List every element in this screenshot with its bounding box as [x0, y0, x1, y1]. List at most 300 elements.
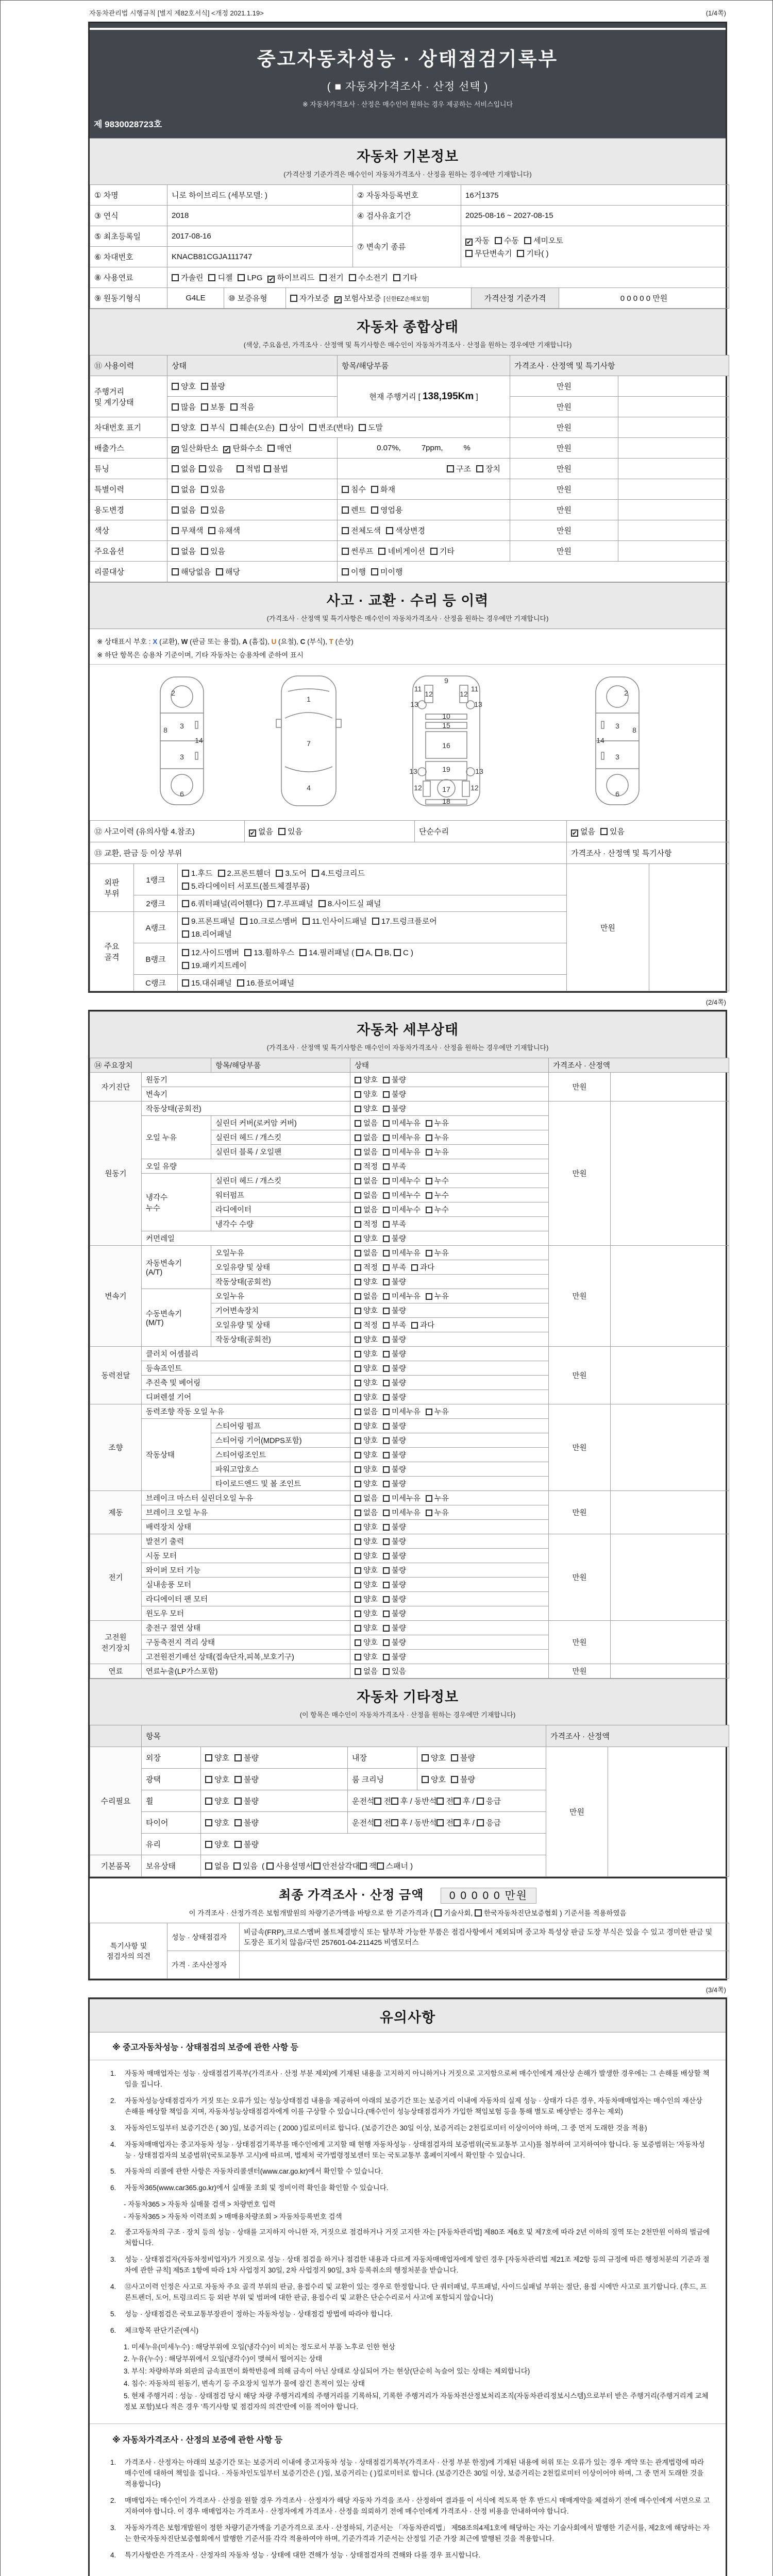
- checkbox[interactable]: [393, 274, 400, 281]
- checkbox[interactable]: [383, 1596, 390, 1603]
- checkbox[interactable]: [355, 1149, 361, 1156]
- text: 있음: [609, 827, 625, 836]
- checkbox[interactable]: [383, 1437, 390, 1444]
- checkbox[interactable]: [383, 1553, 390, 1560]
- checkbox[interactable]: [383, 1538, 390, 1545]
- checkbox[interactable]: [342, 486, 349, 493]
- checkbox[interactable]: [234, 1754, 242, 1761]
- checkbox[interactable]: [383, 1077, 390, 1083]
- checkbox[interactable]: [495, 237, 502, 244]
- checkbox[interactable]: [355, 1466, 361, 1473]
- checkbox[interactable]: [201, 403, 208, 411]
- checkbox[interactable]: [374, 1798, 381, 1805]
- checkbox[interactable]: [201, 486, 208, 493]
- text: 네비게이션: [388, 547, 425, 556]
- checkbox[interactable]: [383, 1250, 390, 1257]
- checkbox[interactable]: [355, 1134, 361, 1141]
- checkbox[interactable]: [524, 237, 531, 244]
- checkbox[interactable]: [411, 1264, 418, 1271]
- cell: [211, 1188, 350, 1202]
- checkbox[interactable]: [355, 1091, 361, 1098]
- checkbox[interactable]: [172, 527, 179, 534]
- checkbox[interactable]: [276, 870, 283, 877]
- checkbox-checked[interactable]: ✔: [250, 829, 256, 837]
- checkbox-checked[interactable]: ✔: [572, 829, 578, 837]
- text: 불량: [210, 382, 225, 391]
- section-notice: [90, 1999, 726, 2032]
- checkbox[interactable]: [201, 424, 208, 431]
- checkbox[interactable]: [233, 1862, 241, 1870]
- checkbox[interactable]: [426, 1250, 432, 1257]
- checkbox[interactable]: [383, 1235, 390, 1242]
- checkbox[interactable]: [436, 1819, 444, 1826]
- checkbox[interactable]: [411, 1322, 418, 1329]
- checkbox[interactable]: [383, 1452, 390, 1459]
- checkbox[interactable]: [356, 949, 363, 956]
- checkbox[interactable]: [342, 506, 349, 514]
- checkbox[interactable]: [312, 870, 319, 877]
- checkbox[interactable]: [383, 1149, 390, 1156]
- text: 불량: [392, 1091, 407, 1099]
- checkbox[interactable]: [378, 548, 385, 555]
- checkbox[interactable]: [355, 1351, 361, 1358]
- field-cell: [350, 1303, 549, 1318]
- text: 한국자동차진단보증협회 ) 기준서를 적용하였음: [483, 1909, 627, 1917]
- checkbox[interactable]: [309, 424, 316, 431]
- checkbox[interactable]: [383, 1120, 390, 1127]
- checkbox[interactable]: [205, 1862, 212, 1870]
- checkbox[interactable]: [377, 1862, 384, 1870]
- cell: [549, 1347, 611, 1404]
- text: 불량: [392, 1105, 407, 1113]
- checkbox[interactable]: [383, 1178, 390, 1184]
- checkbox[interactable]: [182, 918, 189, 925]
- field-cell: [350, 1549, 549, 1563]
- checkbox[interactable]: [238, 274, 245, 281]
- checkbox[interactable]: [355, 1308, 361, 1314]
- checkbox[interactable]: [374, 1819, 381, 1826]
- checkbox[interactable]: [355, 1495, 361, 1502]
- checkbox[interactable]: [182, 883, 189, 890]
- text: 실내송풍 모터: [146, 1581, 192, 1589]
- checkbox[interactable]: [208, 274, 215, 281]
- notice-item-text: 중고자동차의 구조 · 장치 등의 성능 · 상태를 고지하지 아니한 자, 거짓으로 점검하거나 거짓 고지한 자는 [자동차관리법] 제80조 제6호 및 제7호에 따라 2년 이하의 징역 또는 2천만원 이하의 벌금에 처합니다.: [125, 2228, 710, 2247]
- checkbox[interactable]: [383, 1423, 390, 1430]
- checkbox[interactable]: [237, 465, 244, 472]
- checkbox[interactable]: [426, 1178, 432, 1184]
- checkbox[interactable]: [172, 424, 179, 431]
- text: 리콜대상: [94, 568, 124, 577]
- checkbox[interactable]: [182, 979, 189, 987]
- checkbox[interactable]: [383, 1625, 390, 1632]
- accident-history-table: [90, 820, 726, 842]
- checkbox[interactable]: [383, 1308, 390, 1314]
- checkbox[interactable]: [383, 1192, 390, 1199]
- checkbox[interactable]: [434, 1909, 442, 1917]
- checkbox[interactable]: [383, 1134, 390, 1141]
- field-cell: [350, 1520, 549, 1534]
- cell: [510, 459, 618, 479]
- checkbox[interactable]: [355, 1235, 361, 1242]
- text: 외판: [104, 878, 120, 887]
- checkbox[interactable]: [391, 1819, 398, 1826]
- checkbox[interactable]: [360, 1862, 367, 1870]
- checkbox[interactable]: [371, 568, 378, 575]
- checkbox[interactable]: [476, 465, 483, 472]
- checkbox[interactable]: [355, 1437, 361, 1444]
- checkbox[interactable]: [394, 949, 401, 956]
- status-code-W: W: [181, 638, 188, 646]
- checkbox[interactable]: [218, 870, 225, 877]
- checkbox[interactable]: [355, 1596, 361, 1603]
- checkbox[interactable]: [383, 1380, 390, 1386]
- text: 렌트: [351, 506, 366, 515]
- checkbox[interactable]: [383, 1207, 390, 1213]
- checkbox[interactable]: [383, 1163, 390, 1170]
- checkbox[interactable]: [355, 1668, 361, 1675]
- checkbox[interactable]: [280, 424, 287, 431]
- emphasized-value: 138,195Km: [422, 391, 474, 402]
- text: 이행: [351, 568, 366, 577]
- checkbox[interactable]: [383, 1567, 390, 1574]
- checkbox[interactable]: [355, 1322, 361, 1329]
- checkbox[interactable]: [477, 1798, 484, 1805]
- checkbox[interactable]: [342, 568, 349, 575]
- checkbox[interactable]: [172, 568, 179, 575]
- checkbox[interactable]: [278, 828, 285, 835]
- checkbox[interactable]: [240, 918, 247, 925]
- checkbox[interactable]: [205, 1776, 212, 1783]
- checkbox[interactable]: [447, 465, 454, 472]
- checkbox[interactable]: [355, 1654, 361, 1660]
- checkbox[interactable]: [371, 486, 378, 493]
- checkbox[interactable]: [342, 548, 349, 555]
- checkbox[interactable]: [355, 1365, 361, 1372]
- checkbox[interactable]: [234, 1798, 242, 1805]
- checkbox[interactable]: [422, 1754, 429, 1761]
- panel-number-13: 13: [475, 767, 483, 775]
- checkbox[interactable]: [172, 403, 179, 411]
- checkbox[interactable]: [355, 1192, 361, 1199]
- checkbox[interactable]: [355, 1207, 361, 1213]
- checkbox[interactable]: [355, 1582, 361, 1588]
- cell: [142, 1549, 350, 1563]
- text: 화재: [380, 485, 395, 494]
- checkbox[interactable]: [426, 1510, 432, 1516]
- cell: [549, 1621, 611, 1664]
- checkbox[interactable]: [349, 274, 356, 281]
- checkbox[interactable]: [426, 1149, 432, 1156]
- text: 없음: [181, 547, 196, 556]
- text: 불량: [392, 1437, 407, 1445]
- cell: [90, 1747, 142, 1855]
- checkbox[interactable]: [600, 828, 608, 835]
- checkbox[interactable]: [201, 506, 208, 514]
- checkbox[interactable]: [355, 1279, 361, 1285]
- field-cell: [350, 1635, 549, 1650]
- text: 항목: [146, 1732, 161, 1741]
- checkbox[interactable]: [465, 250, 473, 257]
- text: 스티어링 기어(MDPS포함): [215, 1437, 302, 1445]
- checkbox[interactable]: [216, 568, 223, 575]
- checkbox[interactable]: [371, 506, 378, 514]
- text: 양호: [363, 1437, 378, 1445]
- table-row: [90, 185, 729, 206]
- cell: [549, 1664, 611, 1679]
- text: 가격산정 기준가격: [484, 294, 546, 303]
- checkbox[interactable]: [436, 1798, 444, 1805]
- form-notice-line: [88, 1, 727, 22]
- checkbox[interactable]: [383, 1322, 390, 1329]
- text: 오일누유: [215, 1249, 245, 1258]
- checkbox[interactable]: [355, 1178, 361, 1184]
- checkbox[interactable]: [355, 1264, 361, 1271]
- checkbox[interactable]: [355, 1077, 361, 1083]
- checkbox[interactable]: [172, 548, 179, 555]
- notice-item-number: 1.: [110, 2070, 116, 2077]
- text: 2.프론트휀더: [227, 869, 271, 878]
- checkbox[interactable]: [355, 1293, 361, 1300]
- checkbox[interactable]: [201, 383, 208, 390]
- checkbox[interactable]: [355, 1481, 361, 1487]
- checkbox[interactable]: [230, 403, 238, 411]
- checkbox[interactable]: [383, 1106, 390, 1112]
- checkbox[interactable]: [426, 1192, 432, 1199]
- text: 미세누유: [392, 1495, 421, 1503]
- checkbox[interactable]: [267, 900, 275, 907]
- checkbox[interactable]: [383, 1351, 390, 1358]
- checkbox[interactable]: [383, 1639, 390, 1646]
- checkbox[interactable]: [355, 1423, 361, 1430]
- checkbox[interactable]: [264, 465, 271, 472]
- checkbox[interactable]: [172, 506, 179, 514]
- checkbox[interactable]: [355, 1380, 361, 1386]
- cell: [348, 1747, 417, 1769]
- cell: [90, 288, 167, 309]
- cell: [90, 562, 167, 582]
- checkbox[interactable]: [383, 1279, 390, 1285]
- checkbox[interactable]: [383, 1582, 390, 1588]
- checkbox[interactable]: [391, 1798, 398, 1805]
- section-accident-history: [90, 582, 726, 629]
- checkbox[interactable]: [266, 1862, 274, 1870]
- text: 만원: [557, 444, 572, 453]
- checkbox[interactable]: [205, 1754, 212, 1761]
- checkbox[interactable]: [355, 1510, 361, 1516]
- checkbox[interactable]: [182, 870, 189, 877]
- cell: [142, 1747, 201, 1769]
- checkbox[interactable]: [383, 1668, 390, 1675]
- checkbox[interactable]: [372, 918, 379, 925]
- text: 해당: [225, 568, 240, 577]
- checkbox[interactable]: [199, 465, 206, 472]
- checkbox[interactable]: [318, 900, 326, 907]
- checkbox[interactable]: [355, 1120, 361, 1127]
- checkbox[interactable]: [383, 1524, 390, 1531]
- checkbox[interactable]: [313, 1862, 321, 1870]
- checkbox[interactable]: [383, 1409, 390, 1415]
- checkbox[interactable]: [355, 1538, 361, 1545]
- text: 변속기: [105, 1293, 127, 1301]
- text: B,: [384, 948, 394, 957]
- checkbox[interactable]: [355, 1639, 361, 1646]
- checkbox[interactable]: [355, 1611, 361, 1617]
- checkbox-checked[interactable]: ✔: [466, 238, 472, 246]
- text: 있음: [392, 1668, 407, 1676]
- checkbox[interactable]: [172, 486, 179, 493]
- checkbox[interactable]: [383, 1495, 390, 1502]
- cell: [142, 1361, 350, 1376]
- checkbox[interactable]: [383, 1221, 390, 1228]
- text: 0 0 0 0 0 만원: [620, 294, 668, 303]
- text: 스티어링조인트: [215, 1451, 266, 1460]
- checkbox[interactable]: [375, 949, 382, 956]
- checkbox[interactable]: [453, 1819, 461, 1826]
- checkbox[interactable]: [355, 1221, 361, 1228]
- checkbox[interactable]: [477, 1819, 484, 1826]
- text: 스패너 ): [385, 1862, 413, 1871]
- text: 잭: [369, 1862, 377, 1871]
- checkbox[interactable]: [451, 1776, 458, 1783]
- checkbox[interactable]: [430, 548, 438, 555]
- checkbox[interactable]: [355, 1567, 361, 1574]
- checkbox[interactable]: [453, 1798, 461, 1805]
- checkbox[interactable]: [383, 1264, 390, 1271]
- checkbox[interactable]: [201, 548, 208, 555]
- checkbox[interactable]: [426, 1409, 432, 1415]
- text: 불량: [392, 1581, 407, 1589]
- notice-sub-item: - 자동차365 > 자동차 실매물 검색 > 차량번호 입력: [124, 2200, 276, 2209]
- checkbox[interactable]: [299, 949, 307, 956]
- panel-number-4: 4: [307, 784, 311, 792]
- checkbox[interactable]: [267, 445, 275, 452]
- checkbox[interactable]: [234, 1819, 242, 1826]
- checkbox[interactable]: [182, 900, 189, 907]
- checkbox-checked[interactable]: ✔: [335, 296, 341, 303]
- checkbox[interactable]: [383, 1481, 390, 1487]
- checkbox[interactable]: [355, 1625, 361, 1632]
- checkbox[interactable]: [383, 1336, 390, 1343]
- checkbox[interactable]: [359, 424, 366, 431]
- table-row: [90, 821, 729, 842]
- text: 많음: [181, 403, 196, 412]
- checkbox[interactable]: [182, 930, 189, 938]
- checkbox[interactable]: [234, 1841, 242, 1848]
- text: 미이행: [380, 568, 403, 577]
- checkbox[interactable]: [355, 1524, 361, 1531]
- checkbox[interactable]: [342, 527, 349, 534]
- checkbox[interactable]: [383, 1394, 390, 1401]
- checkbox[interactable]: [205, 1819, 212, 1826]
- checkbox[interactable]: [205, 1798, 212, 1805]
- checkbox[interactable]: [182, 962, 189, 969]
- text: 기어변속장치: [215, 1307, 259, 1315]
- checkbox[interactable]: [386, 527, 393, 534]
- checkbox[interactable]: [237, 979, 244, 987]
- cell: [510, 520, 618, 541]
- final-price-value: 0 0 0 0 0 만원: [441, 1888, 536, 1904]
- checkbox[interactable]: [383, 1091, 390, 1098]
- field-cell: [201, 1812, 348, 1834]
- checkbox[interactable]: [290, 295, 297, 302]
- field-cell: [350, 1202, 549, 1217]
- checkbox[interactable]: [383, 1466, 390, 1473]
- checkbox[interactable]: [172, 274, 179, 281]
- checkbox[interactable]: [383, 1365, 390, 1372]
- checkbox[interactable]: [234, 1776, 242, 1783]
- text: 보유상태: [146, 1862, 176, 1871]
- cell: [549, 1058, 729, 1073]
- checkbox[interactable]: [355, 1553, 361, 1560]
- checkbox[interactable]: [355, 1250, 361, 1257]
- detail-state-table: [90, 1058, 726, 1679]
- text: 양호: [431, 1775, 446, 1784]
- checkbox[interactable]: [182, 949, 189, 956]
- checkbox[interactable]: [244, 949, 251, 956]
- checkbox[interactable]: [355, 1163, 361, 1170]
- checkbox[interactable]: [426, 1134, 432, 1141]
- checkbox[interactable]: [383, 1293, 390, 1300]
- notice-sub-item: 2. 누유(누수) : 해당부위에서 오일(냉각수)이 맺혀서 떨어지는 상태: [124, 2355, 323, 2363]
- checkbox[interactable]: [475, 1909, 482, 1917]
- checkbox[interactable]: [355, 1394, 361, 1401]
- checkbox[interactable]: [355, 1106, 361, 1112]
- checkbox[interactable]: [172, 383, 179, 390]
- checkbox[interactable]: [426, 1495, 432, 1502]
- checkbox[interactable]: [451, 1754, 458, 1761]
- text: 없음: [363, 1177, 378, 1185]
- checkbox-checked[interactable]: ✔: [224, 446, 230, 453]
- checkbox[interactable]: [383, 1654, 390, 1660]
- checkbox[interactable]: [205, 1841, 212, 1848]
- checkbox-checked[interactable]: ✔: [173, 446, 178, 453]
- checkbox[interactable]: [172, 465, 179, 472]
- checkbox[interactable]: [517, 250, 524, 257]
- text: 현재 주행거리 [: [369, 392, 423, 401]
- cell: [350, 1058, 549, 1073]
- checkbox[interactable]: [320, 274, 327, 281]
- checkbox[interactable]: [426, 1293, 432, 1300]
- checkbox[interactable]: [355, 1336, 361, 1343]
- notice-item: [110, 2523, 710, 2545]
- checkbox[interactable]: [208, 527, 215, 534]
- checkbox[interactable]: [426, 1120, 432, 1127]
- text: 적정: [363, 1321, 378, 1330]
- text: 18.리어패널: [191, 930, 232, 939]
- checkbox[interactable]: [355, 1409, 361, 1415]
- checkbox[interactable]: [383, 1611, 390, 1617]
- checkbox[interactable]: [422, 1776, 429, 1783]
- checkbox-checked[interactable]: ✔: [268, 276, 274, 283]
- checkbox[interactable]: [303, 918, 310, 925]
- field-cell: [350, 1347, 549, 1361]
- cell: [178, 912, 567, 943]
- cell: [178, 864, 567, 895]
- table-row: [90, 1747, 729, 1769]
- text: 브레이크 마스터 실린더오일 누유: [146, 1495, 254, 1503]
- text: 불량: [392, 1278, 407, 1286]
- checkbox[interactable]: [426, 1207, 432, 1213]
- checkbox[interactable]: [383, 1510, 390, 1516]
- checkbox[interactable]: [230, 424, 238, 431]
- checkbox[interactable]: [355, 1452, 361, 1459]
- cell: [510, 438, 618, 459]
- field-cell: [167, 479, 338, 500]
- field-cell: [350, 1448, 549, 1462]
- text: 미세누유: [392, 1249, 421, 1258]
- text: 과다: [420, 1321, 435, 1330]
- table-row: [90, 500, 729, 520]
